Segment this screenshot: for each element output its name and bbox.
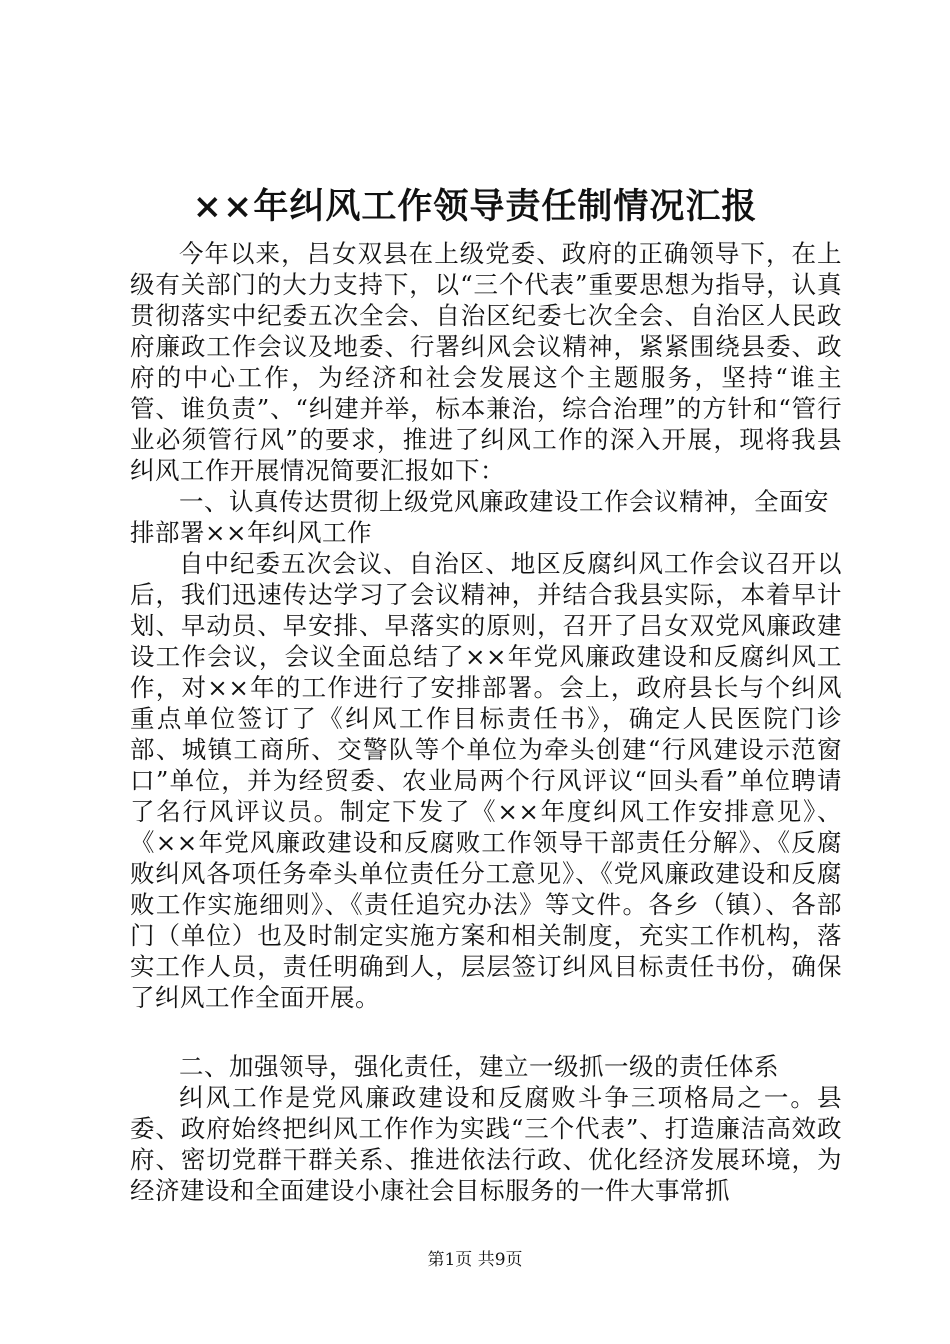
document-body [130, 238, 842, 1206]
document-title: ××年纠风工作领导责任制情况汇报 [192, 186, 758, 227]
section-heading-2: 二、加强领导，强化责任，建立一级抓一级的责任体系 [179, 1052, 779, 1081]
paragraph-section-1: 自中纪委五次会议、自治区、地区反腐纠风工作会议召开以后，我们迅速传达学习了会议精神，并结合我县实际，本着早计划、早动员、早安排、早落实的原则，召开了吕女双党风廉政建设工作会议，会议全面总结了××年党风廉政建设和反腐纠风工作，对××年的工作进行了安排部署。会上，政府县长与个纠风重点单位签订了《纠风工作目标责任书》，确定人民医院门诊部、城镇工商所、交警队等个单位为牵头创建“行风建设示范窗口”单位，并为经贸委、农业局两个行风评议“回头看”单位聘请了名行风评议员。制定下发了《××年度纠风工作安排意见》、《××年党风廉政建设和反腐败工作领导干部责任分解》、《反腐败纠风各项任务牵头单位责任分工意见》、《党风廉政建设和反腐败工作实施细则》、《责任追究办法》等文件。各乡（镇）、各部门（单位）也及时制定实施方案和相关制度，充实工作机构，落实工作人员，责任明确到人，层层签订纠风目标责任书份，确保了纠风工作全面开展。 [130, 549, 842, 1012]
paragraph-spacer [130, 1013, 842, 1051]
page-number-footer: 第1页 共9页 [427, 1250, 523, 1270]
section-heading-1: 一、认真传达贯彻上级党风廉政建设工作会议精神，全面安排部署××年纠风工作 [130, 487, 829, 547]
paragraph-intro: 今年以来，吕女双县在上级党委、政府的正确领导下，在上级有关部门的大力支持下，以“三个代表”重要思想为指导，认真贯彻落实中纪委五次全会、自治区纪委七次全会、自治区人民政府廉政工作会议及地委、行署纠风会议精神，紧紧围绕县委、政府的中心工作，为经济和社会发展这个主题服务，坚持“谁主管、谁负责”、“纠建并举，标本兼治，综合治理”的方针和“管行业必须管行风”的要求，推进了纠风工作的深入开展，现将我县纠风工作开展情况简要汇报如下： [130, 239, 842, 485]
paragraph-section-2: 纠风工作是党风廉政建设和反腐败斗争三项格局之一。县委、政府始终把纠风工作作为实践“三个代表”、打造廉洁高效政府、密切党群干群关系、推进依法行政、优化经济发展环境，为经济建设和全面建设小康社会目标服务的一件大事常抓 [130, 1083, 842, 1205]
